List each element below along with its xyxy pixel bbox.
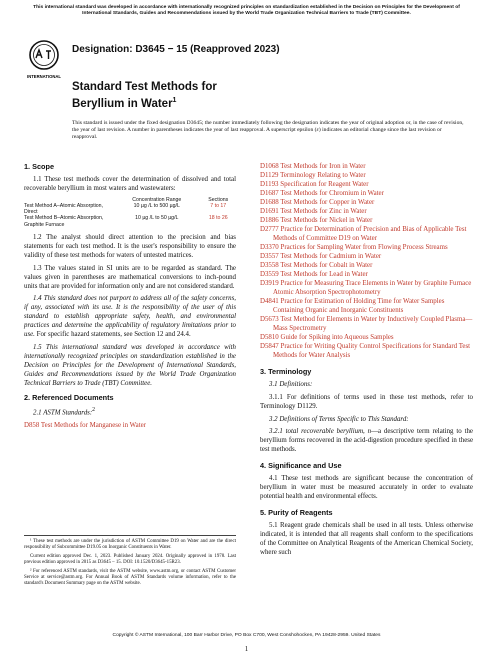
reference-title[interactable]: Practices for Sampling Water from Flowing Process Streams [280,244,448,251]
para-1-4 [24,294,236,339]
reference-code[interactable]: D3558 [260,262,279,269]
reference-title[interactable]: Specification for Reagent Water [280,181,369,188]
para-3-2-1 [260,427,473,454]
reference-item[interactable] [260,162,473,171]
reference-code[interactable]: D5810 [260,334,279,341]
title-footnote-ref[interactable]: 1 [172,97,177,104]
reference-code[interactable]: D3919 [260,280,279,287]
footnote-2: ² For referenced ASTM standards, visit the ASTM website, www.astm.org, or contact ASTM Customer Service at service@astm.org. For Annual Book of ASTM Standards volume information, refer to the standard's Document Summary page on the ASTM website. [24,568,236,587]
footnotes [24,535,236,590]
reference-item[interactable] [260,189,473,198]
table-header-range: Concentration Range [132,196,182,203]
reference-title[interactable]: Test Methods for Lead in Water [280,271,368,278]
reference-code[interactable]: D3559 [260,271,279,278]
table-cell-method: Test Method A–Atomic Absorption, Direct [24,203,104,216]
reference-code[interactable]: D1691 [260,208,279,215]
title-line-1: Standard Test Methods for [72,81,217,93]
reference-item[interactable] [260,252,473,261]
reference-item[interactable] [260,180,473,189]
footnote-ref-2[interactable]: 2 [92,407,96,414]
page-number: 1 [244,645,249,653]
reference-code[interactable]: D1129 [260,172,279,179]
logo-text: INTERNATIONAL [27,74,61,79]
reference-code[interactable]: D858 [24,422,40,430]
footnote-1-edition: Current edition approved Dec. 1, 2023. Published January 2024. Originally approved in 1978. Last previous edition approved in 2015 as D3645 – 15. DOI: 10.1520/D3645-15R23. [24,553,236,566]
reference-item[interactable] [260,297,473,315]
standard-note: This standard is issued under the fixed designation D3645; the number immediately following the designation indicates the year of original adoption or, in the case of revision, the year of last revision. A number in parentheses indicates the year of last reapproval. A superscript epsilon (ε) indicates an editorial change since the last revision or reapproval. [72,120,464,141]
reference-title[interactable]: Test Methods for Copper in Water [280,199,375,206]
reference-title[interactable]: Test Methods for Chromium in Water [280,190,384,197]
reference-code[interactable]: D2777 [260,226,279,233]
reference-title[interactable]: Practice for Determination of Precision and Bias of Applicable Test Methods of Committee D19 on Water [273,226,467,242]
reference-code[interactable]: D5847 [260,343,279,350]
section-heading-purity: 5. Purity of Reagents [260,508,333,518]
term-total-recoverable-beryllium: 3.2.1 total recoverable beryllium, n [269,428,372,436]
para-1-4-hazard: For specific hazard statements, see Section 12 and 24.4. [34,331,191,339]
term-definition: —a descriptive term relating to the beryllium forms recovered in the acid-digestion procedure specified in these test methods. [260,428,473,454]
para-3-2: 3.2 Definitions of Terms Specific to This Standard: [269,415,409,423]
reference-item[interactable] [260,216,473,225]
para-4-1: 4.1 These test methods are significant because the concentration of beryllium in water must be measured accurately in order to evaluate potential health and environmental effects. [260,475,473,501]
reference-code[interactable]: D3557 [260,253,279,260]
reference-item[interactable] [24,421,236,430]
para-1-4-italic: 1.4 This standard does not purport to address all of the safety concerns, if any, associated with its use. It is the responsibility of the user of this standard to establish appropriate safety, health, and environmental practices and determine the applicability of regulatory limitations prior to use. [24,295,236,339]
reference-code[interactable]: D1886 [260,217,279,224]
reference-item[interactable] [260,315,473,333]
reference-title[interactable]: Guide for Spiking into Aqueous Samples [280,334,394,341]
table-cell-range: 10 µg /L to 50 µg/L [135,215,179,222]
left-column [24,162,236,430]
reference-title[interactable]: Test Methods for Zinc in Water [280,208,367,215]
para-1-3: 1.3 The values stated in SI units are to be regarded as standard. The values given in parentheses are mathematical conversions to inch-pound units that are provided for information only and are not considered standard. [24,264,236,290]
footnote-1: ¹ These test methods are under the jurisdiction of ASTM Committee D19 on Water and are the direct responsibility of Subcommittee D19.05 on Inorganic Constituents in Water. [24,539,236,551]
table-header-sections: Sections [208,196,229,203]
reference-item[interactable] [260,243,473,252]
para-1-5: 1.5 This international standard was developed in accordance with internationally recognized principles on standardization established in the Decision on Principles for the Development of International Standards, Guides and Recommendations issued by the World Trade Organization Technical Barriers to Trade (TBT) Committee. [24,344,236,388]
table-cell-sections[interactable]: 18 to 26 [208,215,228,222]
astm-logo-icon [27,40,61,82]
reference-title[interactable]: Practice for Writing Quality Control Specifications for Standard Test Methods for Water Analysis [273,343,471,359]
reference-item[interactable] [260,342,473,360]
reference-item[interactable] [260,261,473,270]
designation: Designation: D3645 − 15 (Reapproved 2023) [72,44,280,55]
para-1-2: 1.2 The analyst should direct attention to the precision and bias statements for each test method. It is the user's responsibility to ensure the validity of these test methods for waters of untested matrices. [24,233,236,259]
document-title [72,80,217,111]
reference-code[interactable]: D5673 [260,316,279,323]
reference-list [260,162,473,360]
para-2-1 [24,406,236,417]
section-heading-significance: 4. Significance and Use [260,461,342,471]
reference-code[interactable]: D1687 [260,190,279,197]
reference-title[interactable]: Test Methods for Cadmium in Water [280,253,382,260]
table-cell-sections[interactable]: 7 to 17 [210,203,227,209]
reference-code[interactable]: D4841 [260,298,279,305]
table-cell-method: Test Method B–Atomic Absorption, Graphite Furnace [24,215,104,228]
reference-title[interactable]: Test Methods for Cobalt in Water [280,262,373,269]
tbt-notice: This international standard was developed in accordance with internationally recognized principles on standardization established in the Decision on Principles for the Development of International Standards, Guides and Recommendations issued by the World Trade Organization Technical Barriers to Trade (TBT) Committee. [33,5,460,16]
reference-item[interactable] [260,333,473,342]
reference-title[interactable]: Terminology Relating to Water [280,172,366,179]
section-heading-referenced-documents: 2. Referenced Documents [24,393,114,403]
right-column [260,162,473,561]
para-5-1: 5.1 Reagent grade chemicals shall be used in all tests. Unless otherwise indicated, it is intended that all reagents shall conform to the specifications of the Committee on Analytical Reagents of the American Chemical Society, where such [260,522,473,557]
reference-title[interactable]: Test Methods for Iron in Water [280,163,366,170]
reference-item[interactable] [260,225,473,243]
reference-title[interactable]: Test Methods for Manganese in Water [40,422,146,430]
reference-item[interactable] [260,198,473,207]
reference-title[interactable]: Test Method for Elements in Water by Inductively Coupled Plasma—Mass Spectrometry [273,316,473,332]
reference-code[interactable]: D3370 [260,244,279,251]
reference-code[interactable]: D1068 [260,163,279,170]
reference-title[interactable]: Test Methods for Nickel in Water [280,217,373,224]
para-3-1: 3.1 Definitions: [269,381,313,388]
table-cell-range: 10 µg /L to 500 µg/L [133,203,180,209]
para-3-1-1: 3.1.1 For definitions of terms used in these test methods, refer to Terminology D1129. [260,393,473,410]
reference-title[interactable]: Practice for Estimation of Holding Time for Water Samples Containing Organic and Inorganic Constituents [273,298,445,314]
reference-title[interactable]: Practice for Measuring Trace Elements in Water by Graphite Furnace Atomic Absorption Spectrophotometry [273,280,472,296]
section-heading-scope: 1. Scope [24,162,55,171]
section-heading-terminology: 3. Terminology [260,367,312,376]
reference-item[interactable] [260,207,473,216]
reference-code[interactable]: D1193 [260,181,279,188]
title-line-2: Beryllium in Water [72,97,173,110]
reference-code[interactable]: D1688 [260,199,279,206]
reference-item[interactable] [260,171,473,180]
reference-item[interactable] [260,270,473,279]
method-ranges-table [24,197,236,228]
para-1-1: 1.1 These test methods cover the determination of dissolved and total recoverable beryllium in most waters and wastewaters: [24,176,236,192]
copyright-footer: Copyright © ASTM International, 100 Barr Harbor Drive, PO Box C700, West Conshohocken, PA 19428-2959. United States [112,633,381,638]
reference-item[interactable] [260,279,473,297]
para-2-1-text: 2.1 ASTM Standards: [33,409,93,417]
